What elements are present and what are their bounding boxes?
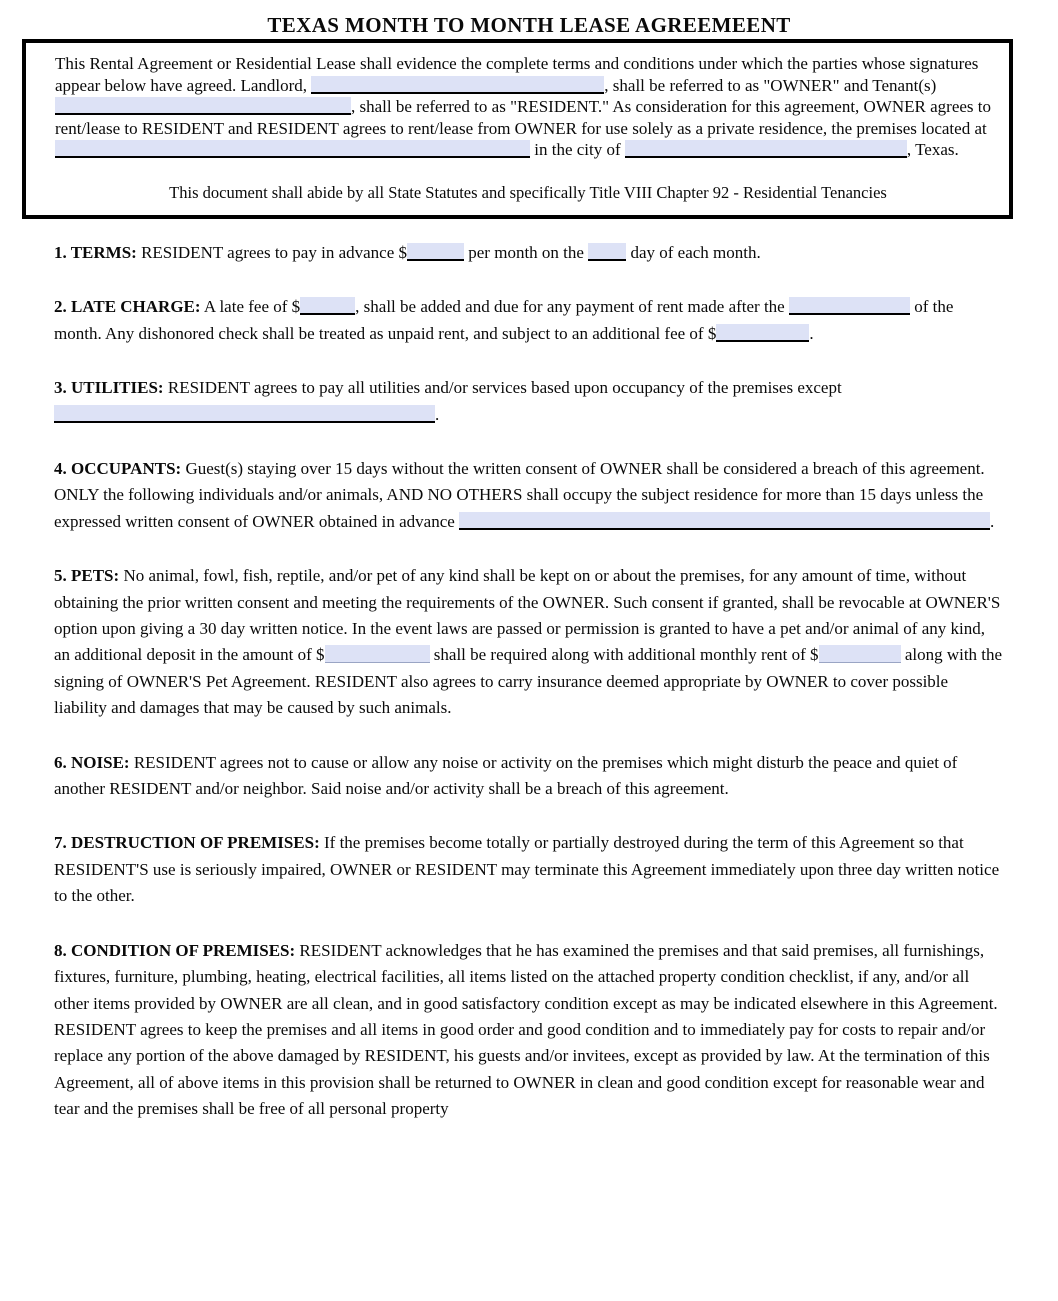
- dishonored-check-fee-field[interactable]: [716, 324, 809, 342]
- intro-text-5: , Texas.: [906, 140, 959, 160]
- intro-paragraph: [55, 53, 1001, 161]
- utilities-text-1: RESIDENT agrees to pay all utilities and/or services based upon occupancy of the premises except: [163, 378, 842, 398]
- section-noise-heading: 6. NOISE:: [54, 752, 130, 772]
- occupants-names-field[interactable]: [459, 512, 990, 530]
- intro-box: [22, 39, 1013, 219]
- pets-text-1: No animal, fowl, fish, reptile, and/or pet of any kind shall be kept on or about the premises, for any amount of time, without obtaining the prior written consent and meeting the requirements of the OWNER. Such consent if granted, shall be revocable at OWNER'S option upon giving a 30 day written notice. In the event laws are passed or permission is granted to have a pet and/or animal of any kind, an additional deposit in the amount of $: [54, 566, 1001, 665]
- utilities-exception-field[interactable]: [54, 405, 435, 423]
- late-charge-text-3: of the month. Any dishonored check shall be treated as unpaid rent, and subject to an additional fee of $: [54, 297, 954, 343]
- section-utilities-heading: 3. UTILITIES:: [54, 378, 164, 398]
- intro-text-1: This Rental Agreement or Residential Lease shall evidence the complete terms and conditions under which the parties whose signatures appear below have agreed. Landlord,: [55, 54, 979, 95]
- lease-agreement-page: [0, 13, 1058, 1301]
- section-destruction-heading: 7. DESTRUCTION OF PREMISES:: [54, 833, 320, 853]
- pets-text-2: shall be required along with additional monthly rent of $: [429, 645, 819, 665]
- section-condition-heading: 8. CONDITION OF PREMISES:: [54, 940, 296, 960]
- noise-text-1: RESIDENT agrees not to cause or allow any noise or activity on the premises which might disturb the peace and quiet of another RESIDENT and/or neighbor. Said noise and/or activity shall be a breach of this agreement.: [54, 752, 958, 799]
- section-condition: [54, 938, 1005, 1123]
- destruction-text-1: If the premises become totally or partially destroyed during the term of this Agreement so that RESIDENT'S use is seriously impaired, OWNER or RESIDENT may terminate this Agreement immediately upon three day written notice to the other.: [54, 833, 1000, 906]
- premises-address-field[interactable]: [55, 140, 530, 158]
- late-after-day-field[interactable]: [789, 297, 910, 315]
- statute-line: This document shall abide by all State Statutes and specifically Title VIII Chapter 92 - Residential Tenancies: [169, 182, 887, 202]
- intro-text-2: , shall be referred to as "OWNER" and Tenant(s): [604, 75, 937, 95]
- late-charge-text-2: , shall be added and due for any payment of rent made after the: [355, 297, 789, 317]
- section-occupants: [54, 456, 1005, 535]
- section-late-charge-heading: 2. LATE CHARGE:: [54, 297, 201, 317]
- terms-text-2: per month on the: [464, 242, 589, 262]
- condition-text-1: RESIDENT acknowledges that he has examined the premises and that said premises, all furnishings, fixtures, furniture, plumbing, heating, electrical facilities, all items listed on the attached property condition checklist, if any, and/or all other items provided by OWNER are all clean, and in good satisfactory condition except as may be indicated elsewhere in this Agreement. RESIDENT agrees to keep the premises and all items in good order and good condition and to immediately pay for costs to repair and/or replace any portion of the above damaged by RESIDENT, his guests and/or invitees, except as provided by law. At the termination of this Agreement, all of above items in this provision shall be returned to OWNER in clean and good condition except for reasonable wear and tear and the premises shall be free of all personal property: [54, 940, 998, 1119]
- city-field[interactable]: [625, 140, 907, 158]
- pet-monthly-rent-field[interactable]: [819, 645, 901, 663]
- terms-text-3: day of each month.: [626, 242, 761, 262]
- section-late-charge: [54, 294, 1005, 347]
- section-terms-heading: 1. TERMS:: [54, 242, 137, 262]
- section-pets-heading: 5. PETS:: [54, 566, 120, 586]
- tenant-names-field[interactable]: [55, 97, 351, 115]
- monthly-rent-field[interactable]: [407, 243, 464, 261]
- section-destruction: [54, 830, 1005, 909]
- document-body: [54, 240, 1005, 1123]
- late-charge-text-4: .: [809, 323, 814, 343]
- document-title: TEXAS MONTH TO MONTH LEASE AGREEMEENT: [267, 13, 791, 37]
- intro-text-4: in the city of: [530, 140, 625, 160]
- late-charge-text-1: A late fee of $: [200, 297, 301, 317]
- landlord-name-field[interactable]: [311, 76, 604, 94]
- section-noise: [54, 750, 1005, 803]
- intro-text-3: , shall be referred to as "RESIDENT." As consideration for this agreement, OWNER agrees to rent/lease to RESIDENT and RESIDENT agrees to rent/lease from OWNER for use solely as a private residence, the premises located at: [55, 97, 992, 138]
- section-utilities: [54, 375, 1005, 428]
- section-terms: [54, 240, 1005, 266]
- pet-deposit-field[interactable]: [325, 645, 430, 663]
- pets-text-3: along with the signing of OWNER'S Pet Agreement. RESIDENT also agrees to carry insurance deemed appropriate by OWNER to cover possible liability and damages that may be caused by such animals.: [54, 645, 1003, 718]
- terms-text-1: RESIDENT agrees to pay in advance $: [136, 242, 408, 262]
- occupants-text-1: Guest(s) staying over 15 days without the written consent of OWNER shall be considered a breach of this agreement. ONLY the following individuals and/or animals, AND NO OTHERS shall occupy the subject residence for more than 15 days unless the expressed written consent of OWNER obtained in advance: [54, 459, 985, 531]
- section-pets: [54, 563, 1005, 721]
- occupants-text-2: .: [990, 511, 995, 531]
- rent-due-day-field[interactable]: [588, 243, 626, 261]
- utilities-text-2: .: [435, 404, 440, 424]
- late-fee-field[interactable]: [300, 297, 355, 315]
- section-occupants-heading: 4. OCCUPANTS:: [54, 459, 182, 478]
